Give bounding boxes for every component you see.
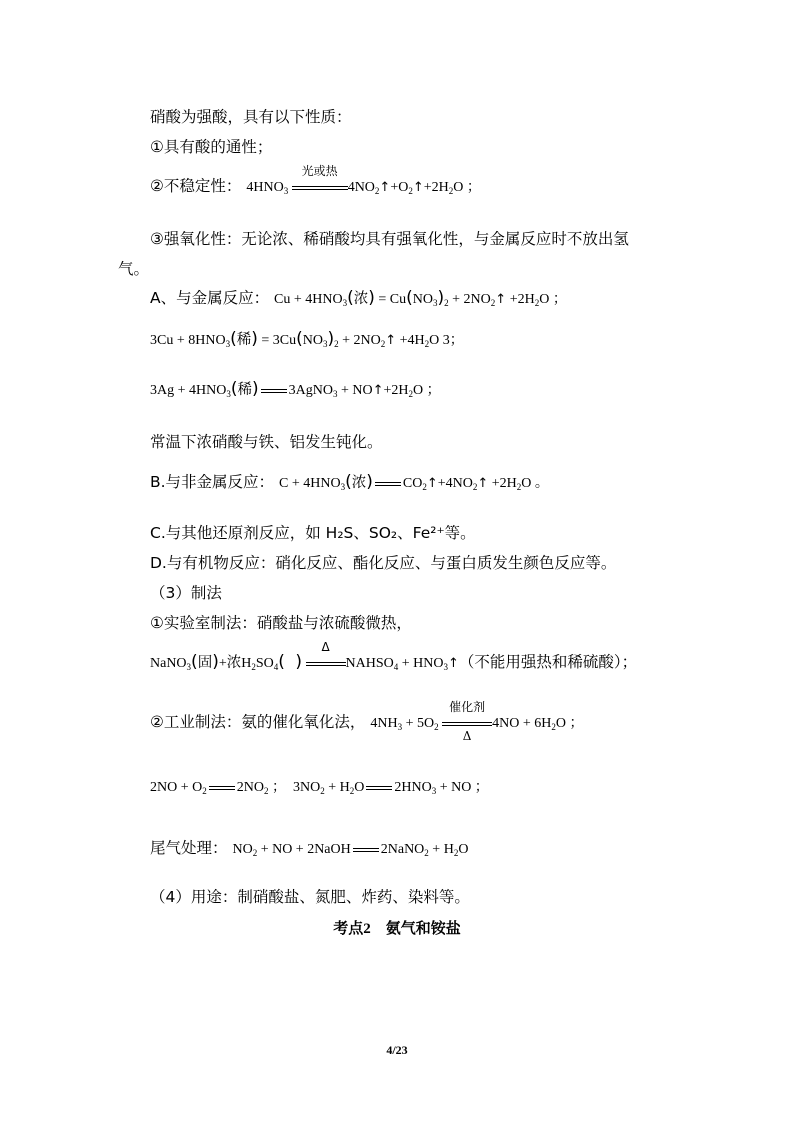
text-line: 气。 (118, 260, 150, 278)
text-line: 常温下浓硝酸与铁、铝发生钝化。 (150, 433, 383, 451)
equation-line: $2NO + O_2$ $2NO_2$ ； $3NO_2 + H_2O$ $2HNO_3$ + NO ； (150, 780, 489, 796)
text-line: ①具有酸的通性； (150, 138, 273, 156)
equation-line: NaNO$_3$(固)+浓$H_2SO_4$( ) Δ $NAHSO_4$ + $HNO_3↑$（不能用强热和稀硫酸）； (150, 640, 638, 672)
text-line: ①实验室制法：硝酸盐与浓硫酸微热， (150, 614, 412, 632)
text-line: ③强氧化性：无论浓、稀硝酸均具有强氧化性，与金属反应时不放出氢 (150, 230, 629, 248)
equation-line: $3Ag + 4HNO_3$(稀) 3AgNO$_3$ + $NO↑+2H_2O$ ； (150, 379, 441, 399)
equation-line: $3Cu + 8HNO_3$(稀) = $3Cu(NO_3)_2$ + $2NO_2↑ +4H_2O$ 3； (150, 329, 464, 349)
equation-line: ②不稳定性： $4HNO_3$ 光或热 $4NO_2↑+O_2↑+2H_2O$ ； (150, 164, 481, 196)
text-line: 硝酸为强酸，具有以下性质： (150, 108, 352, 126)
text-line: （4）用途：制硝酸盐、氮肥、炸药、染料等。 (150, 888, 470, 906)
equation-line: A、与金属反应： $Cu + 4HNO_3$(浓) = $Cu(NO_3)_2$ + $2NO_2↑ +2H_2O$ ； (150, 288, 567, 308)
equation-line: 尾气处理： $NO_2$ + NO + 2NaOH 2NaNO$_2$ + $H_2O$ (150, 839, 469, 858)
page-number: 4/23 (386, 1043, 408, 1057)
equation-line: ②工业制法：氨的催化氧化法， $4NH_3 + 5O_2$ 催化剂 Δ $4NO + 6H_2O$ ； (150, 700, 584, 743)
equation-line: B.与非金属反应： $C + 4HNO_3$(浓) $CO_2↑+4NO_2↑ +2H_2O$ 。 (150, 472, 549, 492)
text-line: C.与其他还原剂反应，如 H₂S、SO₂、Fe²⁺等。 (150, 524, 476, 542)
section-heading: 考点2 氨气和铵盐 (333, 921, 461, 937)
text-line: （3）制法 (150, 584, 222, 602)
text-line: D.与有机物反应：硝化反应、酯化反应、与蛋白质发生颜色反应等。 (150, 554, 617, 572)
